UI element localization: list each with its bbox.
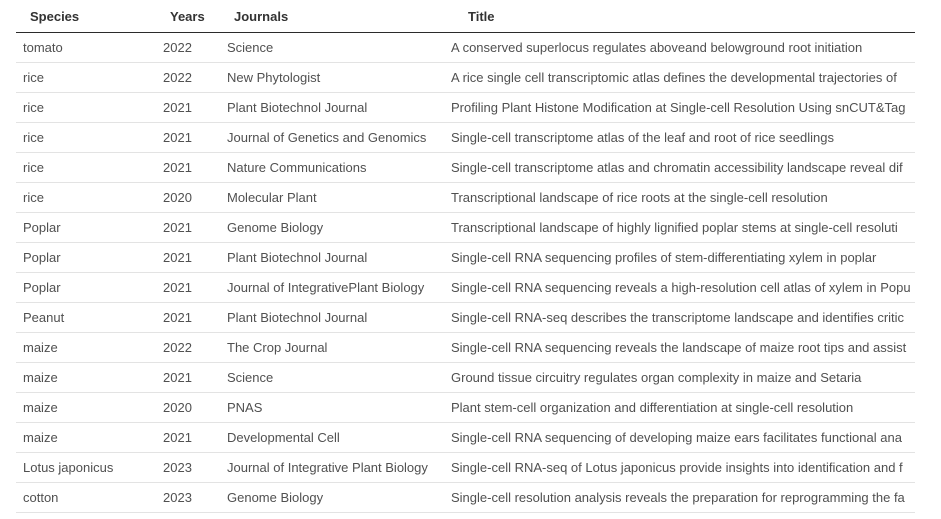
- cell-species: cotton: [16, 483, 156, 513]
- cell-title: A rice single cell transcriptomic atlas defines the developmental trajectories of: [444, 63, 915, 93]
- cell-journal: Journal of Genetics and Genomics: [220, 123, 444, 153]
- table-row[interactable]: [16, 93, 915, 123]
- table-row[interactable]: [16, 183, 915, 213]
- cell-title: Single-cell resolution analysis reveals the preparation for reprogramming the fa: [444, 483, 915, 513]
- cell-species: rice: [16, 183, 156, 213]
- publications-table: [16, 0, 915, 513]
- cell-title: Single-cell RNA sequencing of developing maize ears facilitates functional ana: [444, 423, 915, 453]
- cell-journal: Genome Biology: [220, 213, 444, 243]
- cell-year: 2023: [156, 483, 220, 513]
- cell-journal: Science: [220, 363, 444, 393]
- cell-journal: Journal of Integrative Plant Biology: [220, 453, 444, 483]
- cell-year: 2023: [156, 453, 220, 483]
- cell-year: 2021: [156, 363, 220, 393]
- cell-title: Single-cell RNA sequencing profiles of stem-differentiating xylem in poplar: [444, 243, 915, 273]
- cell-species: rice: [16, 153, 156, 183]
- cell-species: rice: [16, 123, 156, 153]
- cell-species: Poplar: [16, 213, 156, 243]
- cell-title: Single-cell transcriptome atlas of the leaf and root of rice seedlings: [444, 123, 915, 153]
- column-header-title[interactable]: Title: [444, 0, 915, 33]
- cell-journal: PNAS: [220, 393, 444, 423]
- cell-year: 2021: [156, 123, 220, 153]
- column-header-species[interactable]: Species: [16, 0, 156, 33]
- cell-year: 2022: [156, 33, 220, 63]
- cell-title: Single-cell transcriptome atlas and chromatin accessibility landscape reveal dif: [444, 153, 915, 183]
- cell-species: maize: [16, 363, 156, 393]
- cell-year: 2021: [156, 303, 220, 333]
- cell-journal: Molecular Plant: [220, 183, 444, 213]
- cell-species: Poplar: [16, 243, 156, 273]
- column-header-journals[interactable]: Journals: [220, 0, 444, 33]
- cell-title: Transcriptional landscape of highly lignified poplar stems at single-cell resoluti: [444, 213, 915, 243]
- cell-title: Ground tissue circuitry regulates organ complexity in maize and Setaria: [444, 363, 915, 393]
- cell-journal: Plant Biotechnol Journal: [220, 243, 444, 273]
- cell-journal: Plant Biotechnol Journal: [220, 93, 444, 123]
- cell-species: rice: [16, 63, 156, 93]
- cell-journal: Science: [220, 33, 444, 63]
- cell-title: A conserved superlocus regulates aboveand belowground root initiation: [444, 33, 915, 63]
- cell-year: 2021: [156, 153, 220, 183]
- cell-year: 2021: [156, 423, 220, 453]
- table-row[interactable]: [16, 453, 915, 483]
- cell-title: Profiling Plant Histone Modification at Single-cell Resolution Using snCUT&Tag: [444, 93, 915, 123]
- cell-year: 2021: [156, 273, 220, 303]
- table-row[interactable]: [16, 213, 915, 243]
- table-header: [16, 0, 915, 33]
- cell-title: Single-cell RNA sequencing reveals a high-resolution cell atlas of xylem in Popu: [444, 273, 915, 303]
- cell-journal: New Phytologist: [220, 63, 444, 93]
- table-row[interactable]: [16, 123, 915, 153]
- cell-year: 2021: [156, 243, 220, 273]
- cell-species: Lotus japonicus: [16, 453, 156, 483]
- cell-title: Single-cell RNA-seq describes the transcriptome landscape and identifies critic: [444, 303, 915, 333]
- publications-table-container: [16, 0, 915, 513]
- table-body: [16, 33, 915, 513]
- cell-species: maize: [16, 333, 156, 363]
- cell-journal: Plant Biotechnol Journal: [220, 303, 444, 333]
- cell-species: tomato: [16, 33, 156, 63]
- table-row[interactable]: [16, 273, 915, 303]
- cell-year: 2022: [156, 63, 220, 93]
- cell-journal: Nature Communications: [220, 153, 444, 183]
- table-row[interactable]: [16, 483, 915, 513]
- table-row[interactable]: [16, 333, 915, 363]
- cell-journal: The Crop Journal: [220, 333, 444, 363]
- cell-year: 2022: [156, 333, 220, 363]
- cell-year: 2021: [156, 213, 220, 243]
- cell-title: Transcriptional landscape of rice roots at the single-cell resolution: [444, 183, 915, 213]
- cell-species: maize: [16, 423, 156, 453]
- cell-title: Single-cell RNA-seq of Lotus japonicus provide insights into identification and f: [444, 453, 915, 483]
- cell-year: 2020: [156, 183, 220, 213]
- table-row[interactable]: [16, 303, 915, 333]
- header-row: [16, 0, 915, 33]
- cell-year: 2021: [156, 93, 220, 123]
- cell-species: rice: [16, 93, 156, 123]
- table-row[interactable]: [16, 63, 915, 93]
- table-row[interactable]: [16, 153, 915, 183]
- cell-journal: Journal of IntegrativePlant Biology: [220, 273, 444, 303]
- column-header-years[interactable]: Years: [156, 0, 220, 33]
- table-row[interactable]: [16, 363, 915, 393]
- cell-year: 2020: [156, 393, 220, 423]
- cell-journal: Genome Biology: [220, 483, 444, 513]
- table-row[interactable]: [16, 243, 915, 273]
- cell-title: Plant stem-cell organization and differentiation at single-cell resolution: [444, 393, 915, 423]
- table-row[interactable]: [16, 423, 915, 453]
- cell-species: Peanut: [16, 303, 156, 333]
- table-row[interactable]: [16, 393, 915, 423]
- cell-journal: Developmental Cell: [220, 423, 444, 453]
- cell-species: maize: [16, 393, 156, 423]
- cell-title: Single-cell RNA sequencing reveals the landscape of maize root tips and assist: [444, 333, 915, 363]
- table-row[interactable]: [16, 33, 915, 63]
- cell-species: Poplar: [16, 273, 156, 303]
